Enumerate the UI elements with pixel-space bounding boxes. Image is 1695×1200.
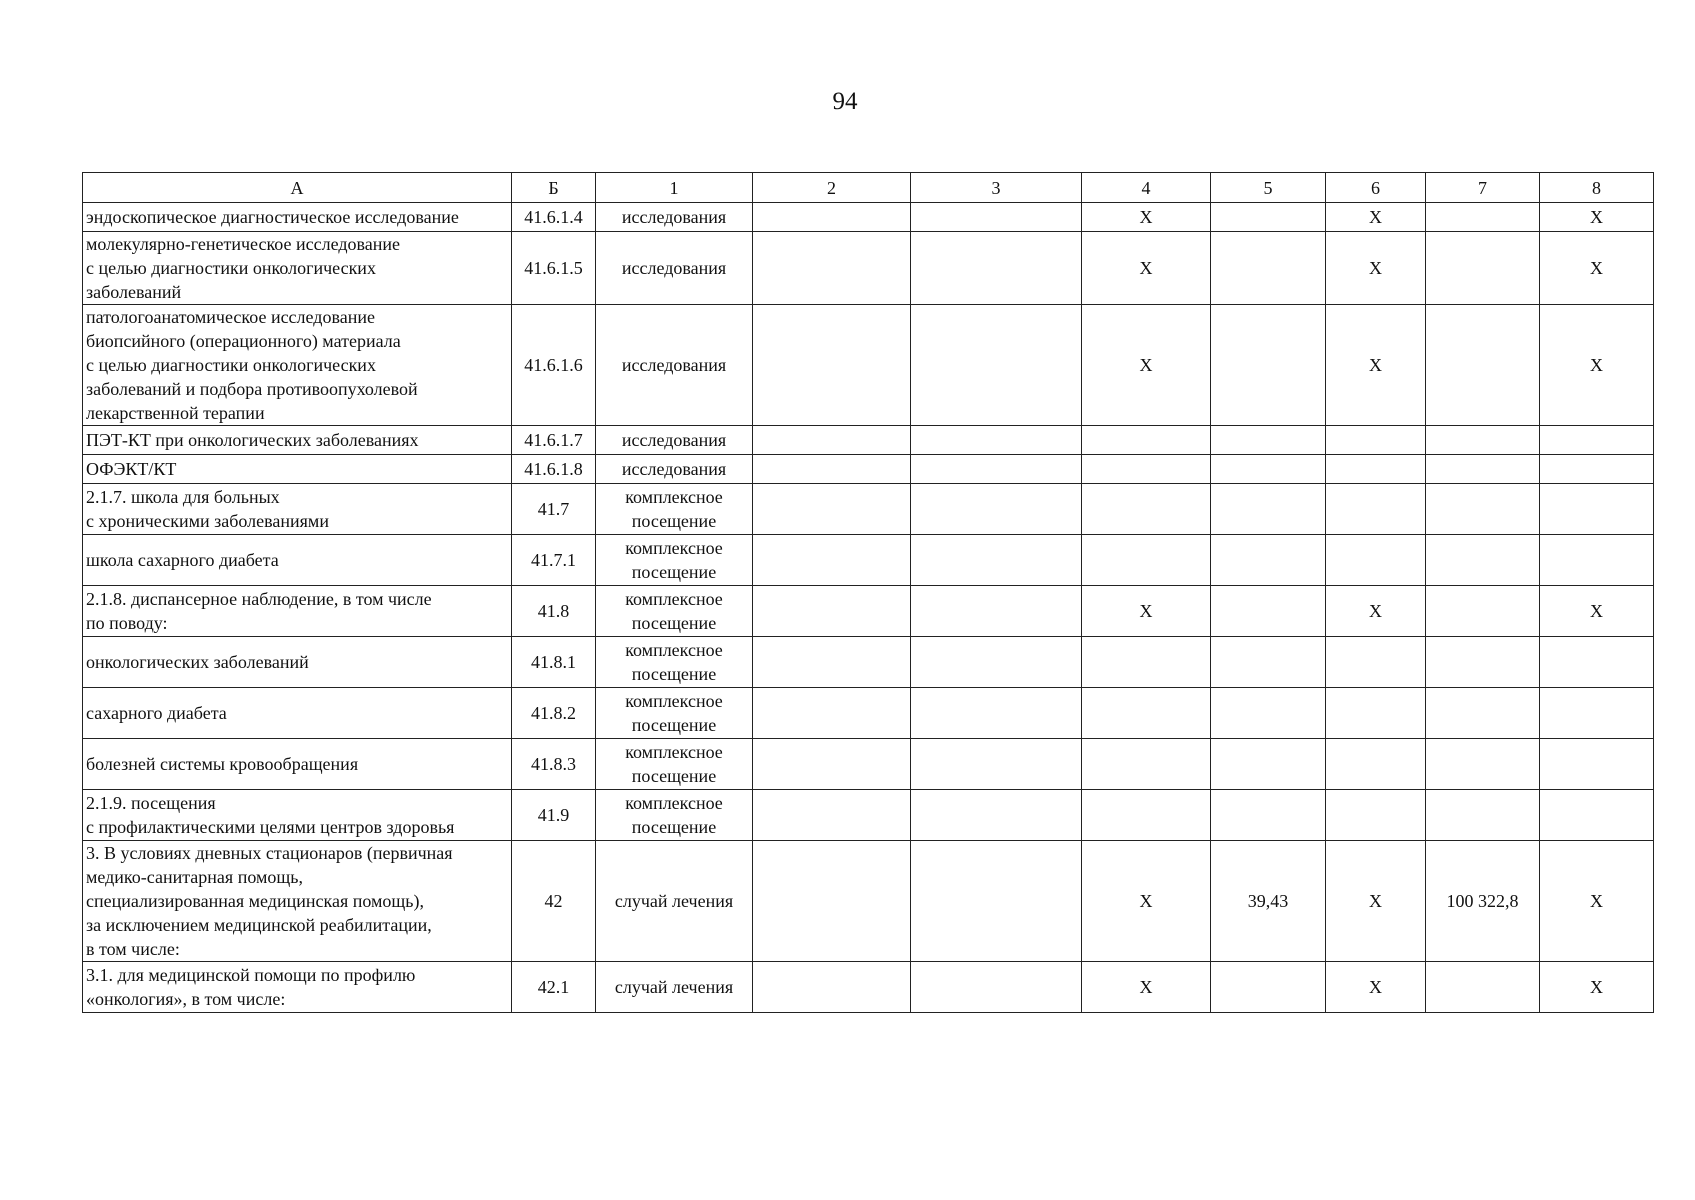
name-cell: эндоскопическое диагностическое исследование: [83, 203, 512, 232]
col3-cell: [911, 962, 1082, 1013]
col7-cell: [1426, 739, 1540, 790]
name-cell: ПЭТ-КТ при онкологических заболеваниях: [83, 426, 512, 455]
col4-cell: [1082, 455, 1211, 484]
col2-cell: [753, 232, 911, 305]
table-row: [83, 426, 1654, 455]
col2-cell: [753, 637, 911, 688]
unit-cell: исследования: [596, 232, 753, 305]
col4-cell: [1082, 739, 1211, 790]
col6-cell: Х: [1326, 586, 1426, 637]
col2-cell: [753, 203, 911, 232]
col7-cell: [1426, 455, 1540, 484]
col5-cell: 39,43: [1211, 841, 1326, 962]
col3-cell: [911, 535, 1082, 586]
col2-cell: [753, 455, 911, 484]
name-cell: патологоанатомическое исследование биопсийного (операционного) материала с целью диагностики онкологических заболеваний и подбора противоопухолевой лекарственной терапии: [83, 305, 512, 426]
col3-cell: [911, 203, 1082, 232]
code-cell: 42.1: [512, 962, 596, 1013]
table-row: [83, 305, 1654, 426]
name-cell: онкологических заболеваний: [83, 637, 512, 688]
col2-cell: [753, 841, 911, 962]
column-header: 4: [1082, 173, 1211, 203]
col6-cell: Х: [1326, 305, 1426, 426]
col7-cell: 100 322,8: [1426, 841, 1540, 962]
name-cell: молекулярно-генетическое исследование с целью диагностики онкологических заболеваний: [83, 232, 512, 305]
code-cell: 41.8.1: [512, 637, 596, 688]
name-cell: сахарного диабета: [83, 688, 512, 739]
col2-cell: [753, 688, 911, 739]
col8-cell: [1540, 790, 1654, 841]
table-row: [83, 484, 1654, 535]
col5-cell: [1211, 426, 1326, 455]
col2-cell: [753, 586, 911, 637]
col6-cell: [1326, 455, 1426, 484]
table-row: [83, 586, 1654, 637]
col7-cell: [1426, 232, 1540, 305]
col4-cell: Х: [1082, 232, 1211, 305]
table-row: [83, 841, 1654, 962]
unit-cell: исследования: [596, 305, 753, 426]
col5-cell: [1211, 790, 1326, 841]
col3-cell: [911, 484, 1082, 535]
col6-cell: [1326, 535, 1426, 586]
report-table: [82, 172, 1654, 1013]
col8-cell: Х: [1540, 586, 1654, 637]
col6-cell: Х: [1326, 203, 1426, 232]
code-cell: 41.6.1.6: [512, 305, 596, 426]
col7-cell: [1426, 426, 1540, 455]
col3-cell: [911, 841, 1082, 962]
name-cell: 2.1.9. посещения с профилактическими целями центров здоровья: [83, 790, 512, 841]
column-header: 6: [1326, 173, 1426, 203]
code-cell: 41.6.1.4: [512, 203, 596, 232]
col6-cell: Х: [1326, 841, 1426, 962]
unit-cell: комплексное посещение: [596, 586, 753, 637]
col2-cell: [753, 535, 911, 586]
col2-cell: [753, 426, 911, 455]
col4-cell: Х: [1082, 841, 1211, 962]
code-cell: 41.7.1: [512, 535, 596, 586]
col2-cell: [753, 962, 911, 1013]
name-cell: 3. В условиях дневных стационаров (первичная медико-санитарная помощь, специализированная медицинская помощь), за исключением медицинской реабилитации, в том числе:: [83, 841, 512, 962]
col3-cell: [911, 455, 1082, 484]
col5-cell: [1211, 586, 1326, 637]
column-header: 8: [1540, 173, 1654, 203]
col5-cell: [1211, 962, 1326, 1013]
table-row: [83, 232, 1654, 305]
col3-cell: [911, 790, 1082, 841]
col6-cell: [1326, 739, 1426, 790]
table-row: [83, 688, 1654, 739]
unit-cell: комплексное посещение: [596, 790, 753, 841]
col5-cell: [1211, 232, 1326, 305]
col6-cell: Х: [1326, 232, 1426, 305]
table-header-row: [83, 173, 1654, 203]
col7-cell: [1426, 637, 1540, 688]
unit-cell: исследования: [596, 455, 753, 484]
col5-cell: [1211, 637, 1326, 688]
page-number: 94: [832, 88, 858, 115]
col3-cell: [911, 426, 1082, 455]
unit-cell: комплексное посещение: [596, 688, 753, 739]
name-cell: болезней системы кровообращения: [83, 739, 512, 790]
col4-cell: [1082, 426, 1211, 455]
col8-cell: Х: [1540, 232, 1654, 305]
col8-cell: [1540, 739, 1654, 790]
unit-cell: комплексное посещение: [596, 484, 753, 535]
unit-cell: комплексное посещение: [596, 637, 753, 688]
name-cell: 2.1.7. школа для больных с хроническими заболеваниями: [83, 484, 512, 535]
table-row: [83, 739, 1654, 790]
col4-cell: Х: [1082, 305, 1211, 426]
col6-cell: Х: [1326, 962, 1426, 1013]
unit-cell: комплексное посещение: [596, 739, 753, 790]
table-row: [83, 962, 1654, 1013]
table-body: [83, 203, 1654, 1013]
col6-cell: [1326, 426, 1426, 455]
column-header: 3: [911, 173, 1082, 203]
col3-cell: [911, 688, 1082, 739]
col7-cell: [1426, 586, 1540, 637]
table-row: [83, 203, 1654, 232]
col2-cell: [753, 790, 911, 841]
col5-cell: [1211, 688, 1326, 739]
col3-cell: [911, 739, 1082, 790]
col8-cell: [1540, 484, 1654, 535]
col7-cell: [1426, 305, 1540, 426]
col8-cell: Х: [1540, 962, 1654, 1013]
code-cell: 41.9: [512, 790, 596, 841]
col6-cell: [1326, 790, 1426, 841]
column-header: А: [83, 173, 512, 203]
table-row: [83, 790, 1654, 841]
col3-cell: [911, 637, 1082, 688]
col8-cell: [1540, 426, 1654, 455]
col4-cell: [1082, 688, 1211, 739]
unit-cell: случай лечения: [596, 841, 753, 962]
col7-cell: [1426, 962, 1540, 1013]
unit-cell: случай лечения: [596, 962, 753, 1013]
col7-cell: [1426, 203, 1540, 232]
name-cell: ОФЭКТ/КТ: [83, 455, 512, 484]
name-cell: 2.1.8. диспансерное наблюдение, в том числе по поводу:: [83, 586, 512, 637]
table-row: [83, 535, 1654, 586]
col5-cell: [1211, 739, 1326, 790]
code-cell: 41.6.1.7: [512, 426, 596, 455]
unit-cell: исследования: [596, 426, 753, 455]
column-header: 7: [1426, 173, 1540, 203]
column-header: 5: [1211, 173, 1326, 203]
unit-cell: комплексное посещение: [596, 535, 753, 586]
col5-cell: [1211, 305, 1326, 426]
col4-cell: [1082, 790, 1211, 841]
code-cell: 41.7: [512, 484, 596, 535]
col6-cell: [1326, 637, 1426, 688]
code-cell: 41.8: [512, 586, 596, 637]
code-cell: 41.6.1.8: [512, 455, 596, 484]
col8-cell: Х: [1540, 203, 1654, 232]
code-cell: 42: [512, 841, 596, 962]
col7-cell: [1426, 535, 1540, 586]
col5-cell: [1211, 203, 1326, 232]
col3-cell: [911, 305, 1082, 426]
col8-cell: Х: [1540, 841, 1654, 962]
col8-cell: [1540, 535, 1654, 586]
col8-cell: Х: [1540, 305, 1654, 426]
unit-cell: исследования: [596, 203, 753, 232]
col4-cell: [1082, 535, 1211, 586]
col3-cell: [911, 586, 1082, 637]
code-cell: 41.6.1.5: [512, 232, 596, 305]
table-row: [83, 637, 1654, 688]
name-cell: 3.1. для медицинской помощи по профилю «онкология», в том числе:: [83, 962, 512, 1013]
code-cell: 41.8.3: [512, 739, 596, 790]
column-header: 1: [596, 173, 753, 203]
col4-cell: [1082, 484, 1211, 535]
col2-cell: [753, 739, 911, 790]
col8-cell: [1540, 455, 1654, 484]
col5-cell: [1211, 455, 1326, 484]
col7-cell: [1426, 688, 1540, 739]
col6-cell: [1326, 688, 1426, 739]
col6-cell: [1326, 484, 1426, 535]
col7-cell: [1426, 484, 1540, 535]
column-header: 2: [753, 173, 911, 203]
table-row: [83, 455, 1654, 484]
col3-cell: [911, 232, 1082, 305]
col7-cell: [1426, 790, 1540, 841]
column-header: Б: [512, 173, 596, 203]
col5-cell: [1211, 535, 1326, 586]
col8-cell: [1540, 637, 1654, 688]
col5-cell: [1211, 484, 1326, 535]
col4-cell: Х: [1082, 962, 1211, 1013]
col2-cell: [753, 305, 911, 426]
col2-cell: [753, 484, 911, 535]
col4-cell: Х: [1082, 203, 1211, 232]
col4-cell: Х: [1082, 586, 1211, 637]
code-cell: 41.8.2: [512, 688, 596, 739]
col8-cell: [1540, 688, 1654, 739]
col4-cell: [1082, 637, 1211, 688]
name-cell: школа сахарного диабета: [83, 535, 512, 586]
